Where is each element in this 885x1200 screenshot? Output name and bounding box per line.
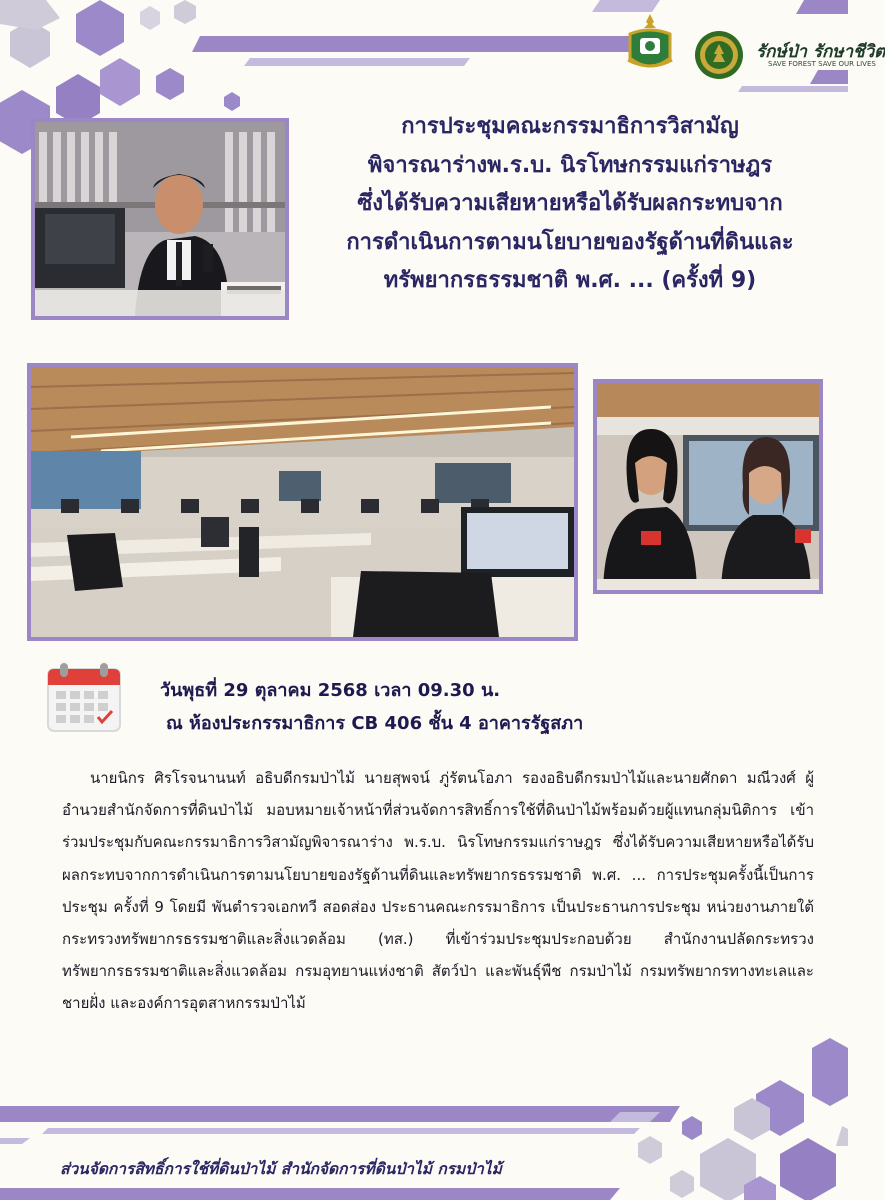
photo-officials-image xyxy=(597,383,819,590)
ministry-emblem-logo xyxy=(622,12,678,76)
body-paragraph: นายนิกร ศิรโรจนานนท์ อธิบดีกรมป่าไม้ นายสุพจน์ ภู่รัตนโอภา รองอธิบดีกรมป่าไม้และนายศักดา มณีวงศ์ ผู้อำนวยสำนักจัดการที่ดินป่าไม้ มอบหมายเจ้าหน้าที่ส่วนจัดการสิทธิ์การใช้ที่ดินป่าไม้พร้อมด้วยผู้แทนกลุ่มนิติการ เข้าร่วมประชุมกับคณะกรรมาธิการวิสามัญพิจารณาร่าง พ.ร.บ. นิรโทษกรรมแก่ราษฎร ซึ่งได้รับความเสียหายหรือได้รับผลกระทบจากการดำเนินการตามนโยบายของรัฐด้านที่ดินและทรัพยากรธรรมชาติ พ.ศ. ... การประชุมครั้งนี้เป็นการประชุม ครั้งที่ 9 โดยมี พันตำรวจเอกทวี สอดส่อง ประธานคณะกรรมาธิการ เป็นประธานการประชุม หน่วยงานภายใต้กระทรวงทรัพยากรธรรมชาติและสิ่งแวดล้อม (ทส.) ที่เข้าร่วมประชุมประกอบด้วย สำนักงานปลัดกระทรวงทรัพยากรธรรมชาติและสิ่งแวดล้อม กรมอุทยานแห่งชาติ สัตว์ป่า และพันธุ์พืช กรมป่าไม้ กรมทรัพยากรทางทะเลและชายฝั่ง และองค์การอุตสาหกรรมป่าไม้ xyxy=(62,769,814,1013)
title-line: พิจารณาร่างพ.ร.บ. นิรโทษกรรมแก่ราษฎร xyxy=(367,152,773,178)
title-line: ซึ่งได้รับความเสียหายหรือได้รับผลกระทบจาก xyxy=(357,191,783,216)
rak-pa-logo-subtitle: SAVE FOREST SAVE OUR LIVES xyxy=(768,60,876,68)
photo-chairman-image xyxy=(35,122,285,316)
title-line: ทรัพยากรธรรมชาติ พ.ศ. ... (ครั้งที่ 9) xyxy=(383,268,757,293)
rak-pa-logo-text: รักษ์ป่า รักษาชีวิต xyxy=(756,42,885,62)
header-logos xyxy=(620,8,885,82)
photo-chairman xyxy=(31,118,289,320)
page-title xyxy=(300,108,840,301)
photo-meeting-room xyxy=(27,363,578,641)
footer-department: ส่วนจัดการสิทธิ์การใช้ที่ดินป่าไม้ สำนักจัดการที่ดินป่าไม้ กรมป่าไม้ xyxy=(60,1160,502,1178)
royal-forest-department-seal xyxy=(694,30,744,80)
meeting-date-block xyxy=(160,674,800,740)
title-line: การประชุมคณะกรรมาธิการวิสามัญ xyxy=(401,114,739,139)
meeting-date: วันพุธที่ 29 ตุลาคม 2568 เวลา 09.30 น. xyxy=(160,680,501,701)
photo-meeting-room-image xyxy=(31,367,574,637)
rak-pa-logo xyxy=(754,38,885,78)
title-line: การดำเนินการตามนโยบายของรัฐด้านที่ดินและ xyxy=(346,229,794,255)
meeting-location: ณ ห้องประกรรมาธิการ CB 406 ชั้น 4 อาคารรัฐสภา xyxy=(166,713,584,734)
photo-officials xyxy=(593,379,823,594)
calendar-icon xyxy=(46,661,122,733)
